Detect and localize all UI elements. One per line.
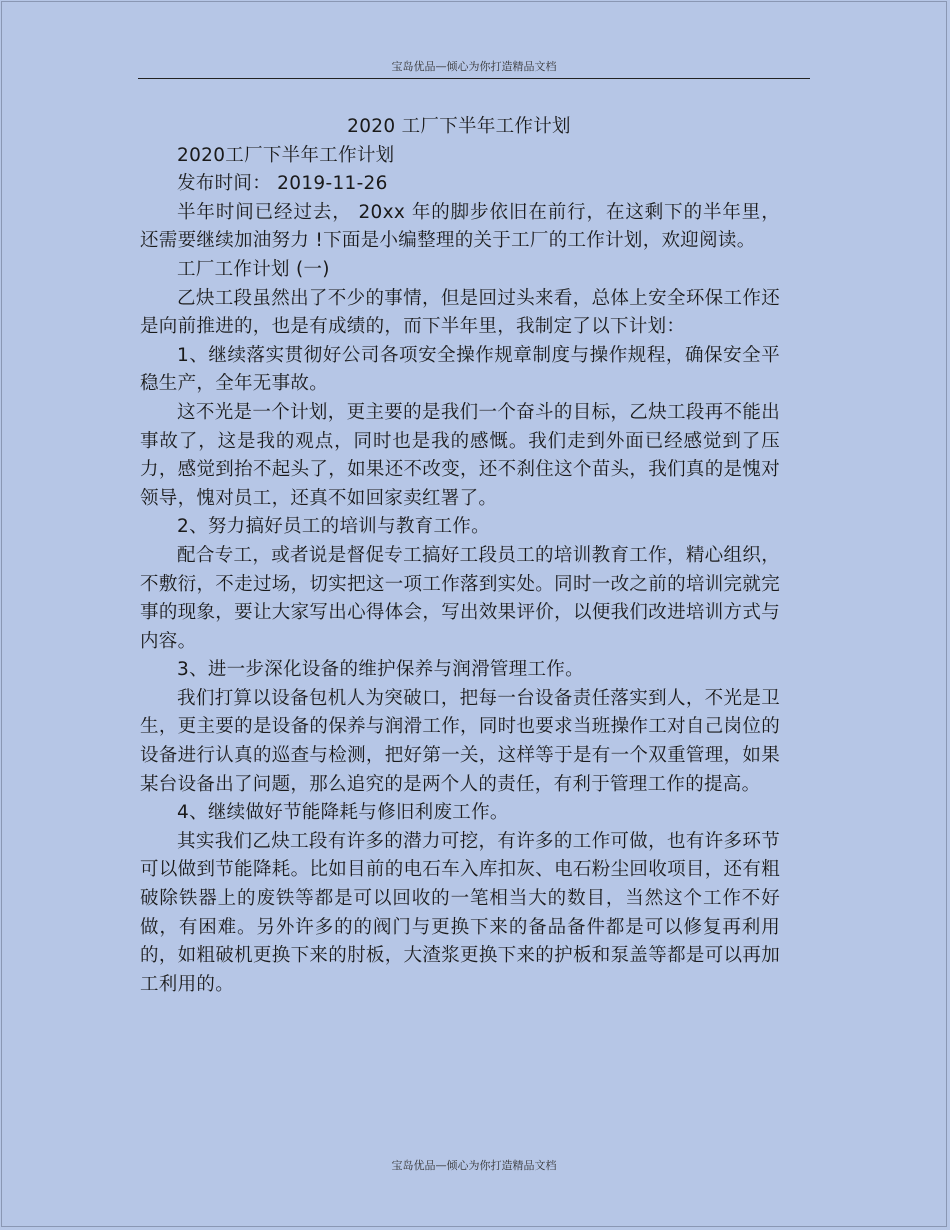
plan-item-1-heading: 1、继续落实贯彻好公司各项安全操作规章制度与操作规程，确保安全平稳生产，全年无事故。 [140,344,780,395]
paragraph-intro: 半年时间已经过去， 20xx 年的脚步依旧在前行，在这剩下的半年里，还需要继续加油努力 !下面是小编整理的关于工厂的工作计划，欢迎阅读。 [140,201,780,252]
plan-item-2-body: 配合专工，或者说是督促专工搞好工段员工的培训教育工作，精心组织，不敷衍，不走过场，切实把这一项工作落到实处。同时一改之前的培训完就完事的现象，要让大家写出心得体会，写出效果评价，以便我们改进培训方式与内容。 [140,544,780,652]
plan-item-4-heading: 4、继续做好节能降耗与修旧利废工作。 [177,802,509,824]
paragraph-overview: 乙炔工段虽然出了不少的事情，但是回过头来看，总体上安全环保工作还是向前推进的，也是有成绩的，而下半年里，我制定了以下计划： [140,287,780,338]
document-body [140,113,780,999]
paragraph-publish-date: 发布时间： 2019-11-26 [177,173,388,195]
plan-item-1-body: 这不光是一个计划，更主要的是我们一个奋斗的目标，乙炔工段再不能出事故了，这是我的观点，同时也是我的感慨。我们走到外面已经感觉到了压力，感觉到抬不起头了，如果还不改变，还不刹住这个苗头，我们真的是愧对领导，愧对员工，还真不如回家卖红署了。 [140,401,780,509]
header-divider [138,78,810,79]
document-title: 2020 工厂下半年工作计划 [347,116,571,137]
paragraph-subtitle: 2020工厂下半年工作计划 [177,144,395,166]
plan-item-4-body: 其实我们乙炔工段有许多的潜力可挖，有许多的工作可做，也有许多环节可以做到节能降耗。比如目前的电石车入库扣灰、电石粉尘回收项目，还有粗破除铁器上的废铁等都是可以回收的一笔相当大的数目，当然这个工作不好做，有困难。另外许多的的阀门与更换下来的备品备件都是可以修复再利用的，如粗破机更换下来的肘板，大渣浆更换下来的护板和泵盖等都是可以再加工利用的。 [140,830,780,995]
plan-item-3-heading: 3、进一步深化设备的维护保养与润滑管理工作。 [177,659,584,681]
page-header: 宝岛优品—倾心为你打造精品文档 [391,60,557,73]
section-heading-plan-one: 工厂工作计划 (一) [177,258,330,280]
plan-item-3-body: 我们打算以设备包机人为突破口，把每一台设备责任落实到人，不光是卫生，更主要的是设备的保养与润滑工作，同时也要求当班操作工对自己岗位的设备进行认真的巡查与检测，把好第一关，这样等于是有一个双重管理，如果某台设备出了问题，那么追究的是两个人的责任，有利于管理工作的提高。 [140,687,780,795]
plan-item-2-heading: 2、努力搞好员工的培训与教育工作。 [177,516,490,538]
page-footer: 宝岛优品—倾心为你打造精品文档 [391,1159,557,1172]
